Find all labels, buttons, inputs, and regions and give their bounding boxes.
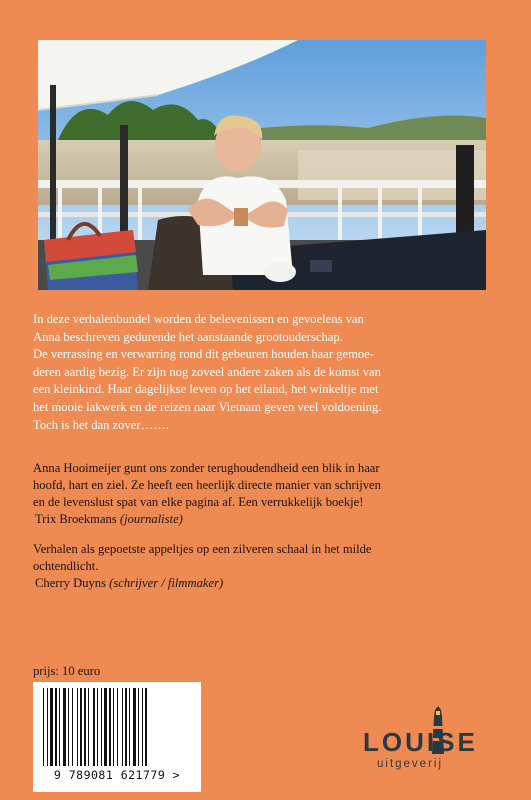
cover-photo bbox=[38, 40, 486, 290]
barcode-bar bbox=[138, 688, 139, 766]
quote-attribution bbox=[33, 511, 503, 528]
barcode-bar bbox=[68, 688, 69, 766]
barcode-bar bbox=[72, 688, 73, 766]
barcode-bars bbox=[41, 688, 193, 768]
barcode-bar bbox=[59, 688, 60, 766]
quote-role: (journaliste) bbox=[119, 512, 183, 526]
barcode-bar bbox=[97, 688, 98, 766]
quote-line: Anna Hooimeijer gunt ons zonder terughoudendheid een blik in haar bbox=[33, 461, 380, 475]
quote-attribution bbox=[33, 575, 503, 592]
barcode-bar bbox=[101, 688, 102, 766]
intro-line: Anna beschreven gedurende het aanstaande grootouderschap. bbox=[33, 329, 343, 344]
barcode-bar bbox=[145, 688, 147, 766]
intro-line: De verrassing en verwarring rond dit gebeuren houden haar gemoe- bbox=[33, 347, 374, 362]
review-quote-2 bbox=[33, 541, 503, 592]
quote-line: Verhalen als gepoetste appeltjes op een zilveren schaal in het milde bbox=[33, 542, 372, 556]
intro-text bbox=[33, 311, 503, 434]
barcode bbox=[33, 682, 201, 792]
barcode-bar bbox=[47, 688, 48, 766]
quote-line: hoofd, hart en ziel. Ze heeft een heerlijk directe manier van schrijven bbox=[33, 478, 381, 492]
barcode-bar bbox=[80, 688, 82, 766]
intro-line: deren aardig bezig. Er zijn nog zoveel andere zaken als de komst van bbox=[33, 364, 381, 379]
barcode-bar bbox=[93, 688, 95, 766]
publisher-subtitle: uitgeverij bbox=[377, 758, 444, 770]
price-label: prijs: 10 euro bbox=[33, 664, 101, 678]
barcode-bar bbox=[88, 688, 89, 766]
barcode-bar bbox=[109, 688, 111, 766]
barcode-bar bbox=[133, 688, 136, 766]
publisher-logo bbox=[363, 706, 493, 776]
barcode-bar bbox=[129, 688, 130, 766]
barcode-bar bbox=[43, 688, 44, 766]
barcode-bar bbox=[55, 688, 57, 766]
intro-line: In deze verhalenbundel worden de belevenissen en gevoelens van bbox=[33, 312, 364, 326]
barcode-bar bbox=[125, 688, 127, 766]
barcode-bar bbox=[63, 688, 66, 766]
intro-line: Toch is het dan zover……. bbox=[33, 417, 169, 432]
quote-line: en de levenslust spat van elke pagina af. Een verrukkelijk boekje! bbox=[33, 495, 364, 509]
intro-line: een kleinkind. Haar dagelijkse leven op het eiland, het winkeltje met bbox=[33, 382, 379, 397]
barcode-bar bbox=[84, 688, 86, 766]
quote-author: Trix Broekmans bbox=[35, 512, 117, 526]
barcode-bar bbox=[113, 688, 114, 766]
quote-line: ochtendlicht. bbox=[33, 559, 99, 573]
barcode-bar bbox=[122, 688, 123, 766]
intro-line: het mooie lakwerk en de reizen naar Vietnam geven veel voldoening. bbox=[33, 399, 382, 414]
barcode-bar bbox=[50, 688, 53, 766]
barcode-bar bbox=[77, 688, 78, 766]
publisher-name: LOUISE bbox=[363, 727, 478, 757]
barcode-bar bbox=[104, 688, 107, 766]
barcode-bar bbox=[142, 688, 143, 766]
quote-role: (schrijver / filmmaker) bbox=[109, 576, 224, 590]
barcode-bar bbox=[117, 688, 118, 766]
quote-author: Cherry Duyns bbox=[35, 576, 107, 590]
review-quote-1 bbox=[33, 460, 503, 528]
isbn-number: 9 789081 621779 > bbox=[53, 768, 181, 782]
